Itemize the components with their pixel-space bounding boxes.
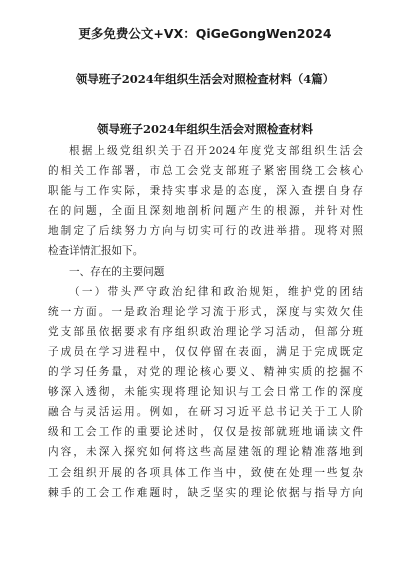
body-line: 的学习任务量，对党的理论核心要义、精神实质的挖掘不 — [48, 366, 363, 379]
header-watermark-text: 更多免费公文+VX：QiGeGongWen2024 — [78, 26, 332, 41]
body-line: 工会组织开展的各项具体工作当中，致使在处理一些复杂 — [48, 466, 363, 479]
section-title: 领导班子2024年组织生活会对照检查材料 — [96, 122, 313, 136]
body-line: 子成员在学习进程中，仅仅停留在表面，满足于完成既定 — [48, 345, 363, 358]
body-line: 职能与工作实际，秉持实事求是的态度，深入查摆自身存 — [48, 185, 363, 198]
body-line: 检查详情汇报如下。 — [48, 245, 144, 258]
body-line: 级和工会工作的重要论述时，仅仅是按部就班地诵读文件 — [48, 426, 363, 439]
body-line: 融合与灵活运用。例如，在研习习近平总书记关于工人阶 — [48, 406, 363, 419]
document-title: 领导班子2024年组织生活会对照检查材料（4篇） — [75, 72, 335, 86]
body-line: 根据上级党组织关于召开2024年度党支部组织生活会 — [69, 145, 363, 157]
body-line: 党支部虽依据要求有序组织政治理论学习活动，但部分班 — [48, 325, 363, 338]
body-line: 统一方面。一是政治理论学习流于形式，深度与实效欠佳 — [48, 305, 363, 318]
body-line: 够深入透彻，未能实现将理论知识与工会日常工作的深度 — [48, 386, 363, 399]
body-line: 地制定了后续努力方向与切实可行的改进举措。现将对照 — [48, 225, 363, 238]
body-line: 内容，未深入探究如何将这些高屋建瓴的理论精准落地到 — [48, 446, 363, 459]
body-line: 棘手的工会工作难题时，缺乏坚实的理论依据与指导方向 — [48, 486, 363, 499]
body-line: （一）带头严守政治纪律和政治规矩，维护党的团结 — [69, 285, 363, 298]
body-line: 在的问题，全面且深刻地剖析问题产生的根源，并针对性 — [48, 205, 363, 218]
body-text — [48, 141, 363, 503]
body-line: 的相关工作部署，市总工会党支部班子紧密围绕工会核心 — [48, 165, 363, 178]
heading-line: 一、存在的主要问题 — [69, 265, 165, 278]
